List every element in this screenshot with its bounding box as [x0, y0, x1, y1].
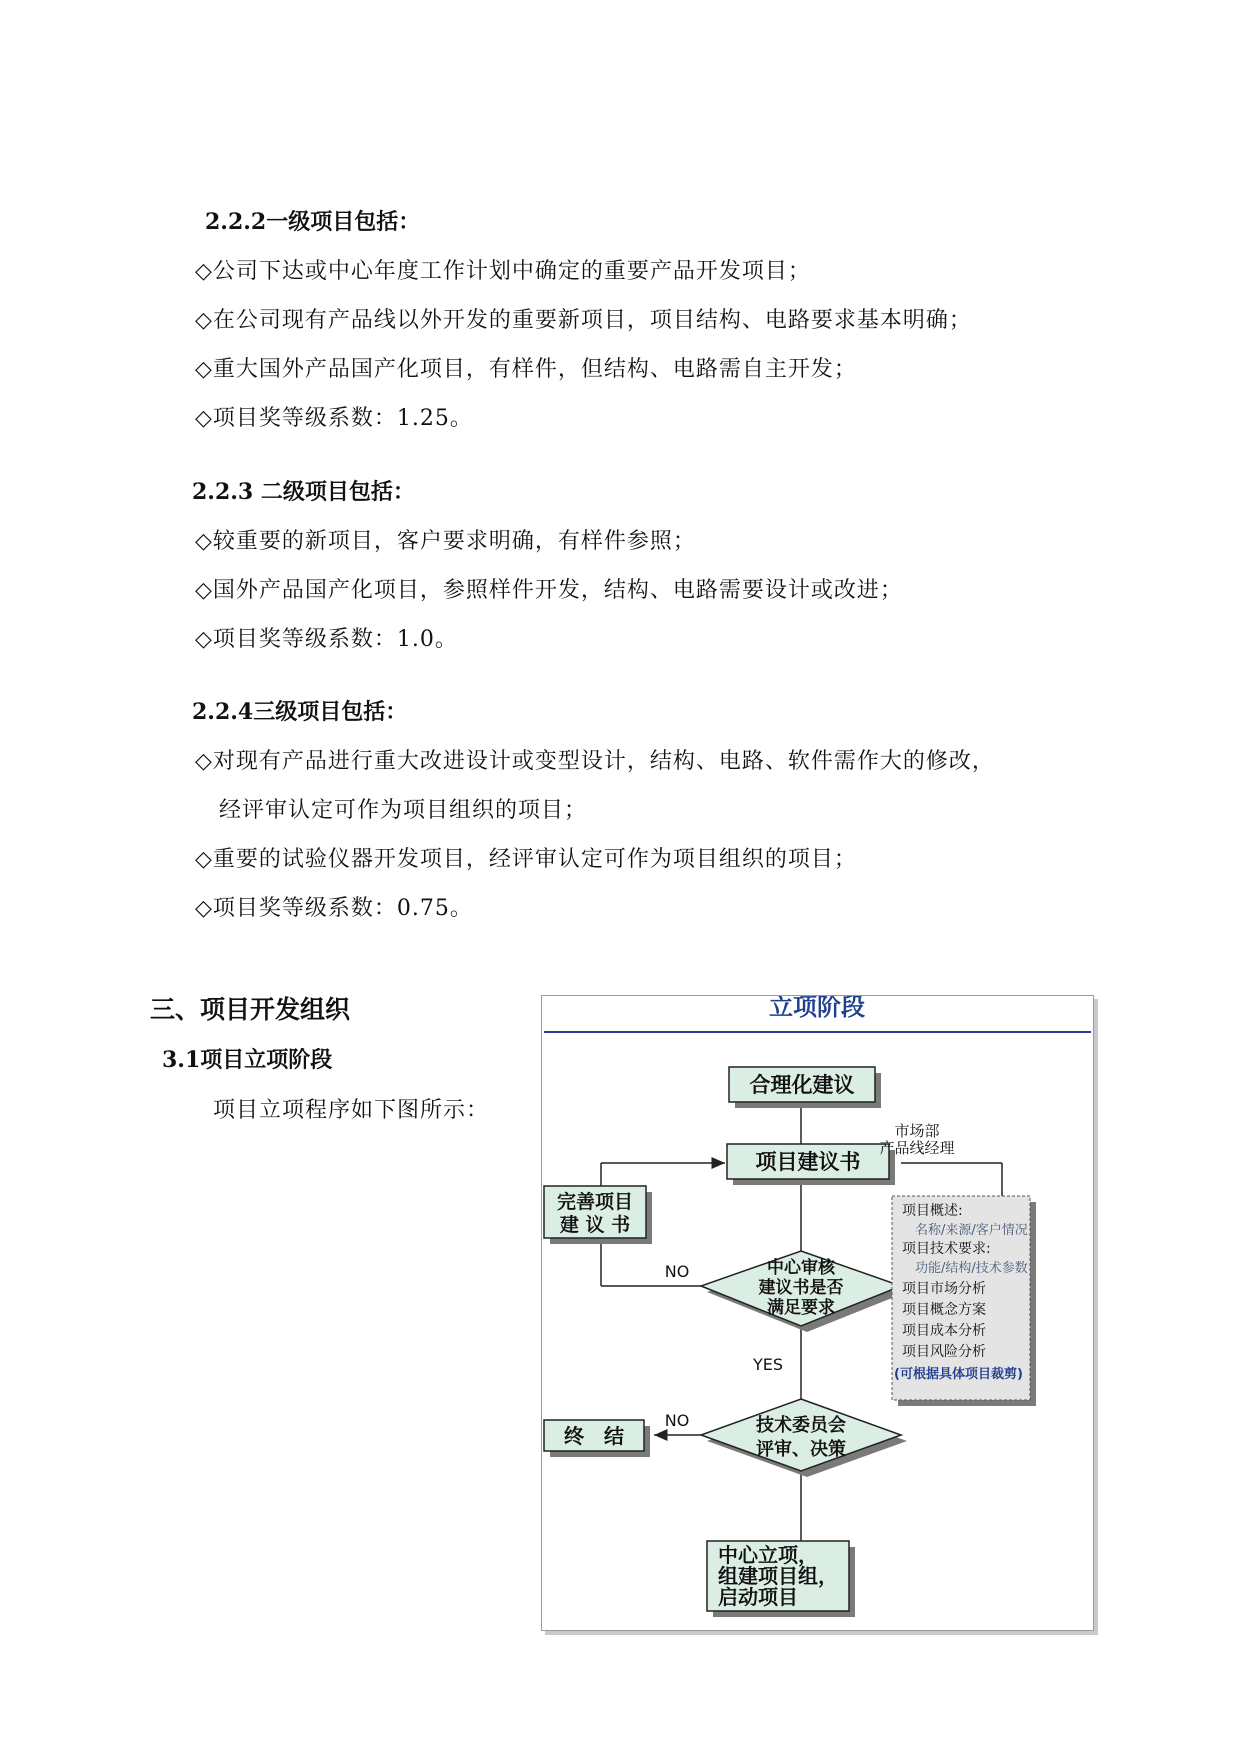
info-line: 项目风险分析 — [902, 1344, 986, 1360]
launch-label-3: 启动项目 — [718, 1585, 798, 1609]
info-line: 项目技术要求: — [902, 1241, 991, 1257]
project-proposal-label: 项目建议书 — [755, 1150, 861, 1174]
list-item: ◇对现有产品进行重大改进设计或变型设计，结构、电路、软件需作大的修改， — [195, 749, 995, 774]
intro-text: 项目立项程序如下图所示： — [213, 1098, 490, 1123]
flowchart-svg — [542, 996, 1093, 1630]
info-line: 项目概念方案 — [902, 1302, 986, 1318]
product-manager-label: 产品线经理 — [879, 1139, 955, 1157]
list-item: ◇国外产品国产化项目，参照样件开发，结构、电路需要设计或改进； — [195, 578, 903, 603]
heading-section-3: 三、项目开发组织 — [150, 995, 351, 1024]
list-item: 经评审认定可作为项目组织的项目； — [219, 798, 588, 823]
proposal-label: 合理化建议 — [749, 1073, 855, 1097]
list-item: ◇在公司现有产品线以外开发的重要新项目，项目结构、电路要求基本明确； — [195, 308, 972, 333]
heading-3-1: 3.1项目立项阶段 — [162, 1047, 333, 1073]
launch-label-1: 中心立项， — [718, 1543, 818, 1567]
market-dept-label: 市场部 — [894, 1122, 940, 1140]
info-line: 名称/来源/客户情况 — [915, 1223, 1028, 1238]
info-line: 功能/结构/技术参数 — [915, 1261, 1028, 1276]
no-label: NO — [664, 1262, 690, 1281]
list-item: ◇项目奖等级系数：1.25。 — [195, 406, 473, 431]
heading-2-2-4: 2.2.4三级项目包括： — [192, 699, 408, 725]
list-item: ◇重大国外产品国产化项目，有样件，但结构、电路需自主开发； — [195, 357, 857, 382]
no-label: NO — [664, 1411, 690, 1430]
info-line: 项目成本分析 — [902, 1323, 986, 1339]
improve-label-1: 完善项目 — [556, 1191, 634, 1213]
list-item: ◇项目奖等级系数：0.75。 — [195, 896, 473, 921]
heading-2-2-3: 2.2.3 二级项目包括： — [192, 479, 415, 505]
yes-label: YES — [752, 1355, 784, 1374]
list-item: ◇公司下达或中心年度工作计划中确定的重要产品开发项目； — [195, 259, 811, 284]
list-item: ◇项目奖等级系数：1.0。 — [195, 627, 458, 652]
list-item: ◇重要的试验仪器开发项目，经评审认定可作为项目组织的项目； — [195, 847, 857, 872]
review-label-3: 满足要求 — [767, 1298, 835, 1318]
list-item: ◇较重要的新项目，客户要求明确，有样件参照； — [195, 529, 696, 554]
committee-label-1: 技术委员会 — [756, 1415, 846, 1436]
improve-label-2: 建 议 书 — [559, 1214, 631, 1236]
review-label-1: 中心审核 — [767, 1258, 835, 1278]
launch-label-2: 组建项目组， — [718, 1564, 838, 1588]
heading-2-2-2: 2.2.2一级项目包括： — [205, 209, 421, 235]
flowchart-figure — [541, 995, 1094, 1631]
info-line: 项目市场分析 — [902, 1281, 986, 1297]
end-label: 终 结 — [564, 1424, 624, 1448]
committee-label-2: 评审、决策 — [756, 1439, 846, 1460]
flowchart-title: 立项阶段 — [769, 996, 865, 1021]
review-label-2: 建议书是否 — [758, 1278, 844, 1298]
info-line: 项目概述: — [902, 1203, 963, 1219]
info-line: (可根据具体项目裁剪) — [894, 1367, 1023, 1382]
